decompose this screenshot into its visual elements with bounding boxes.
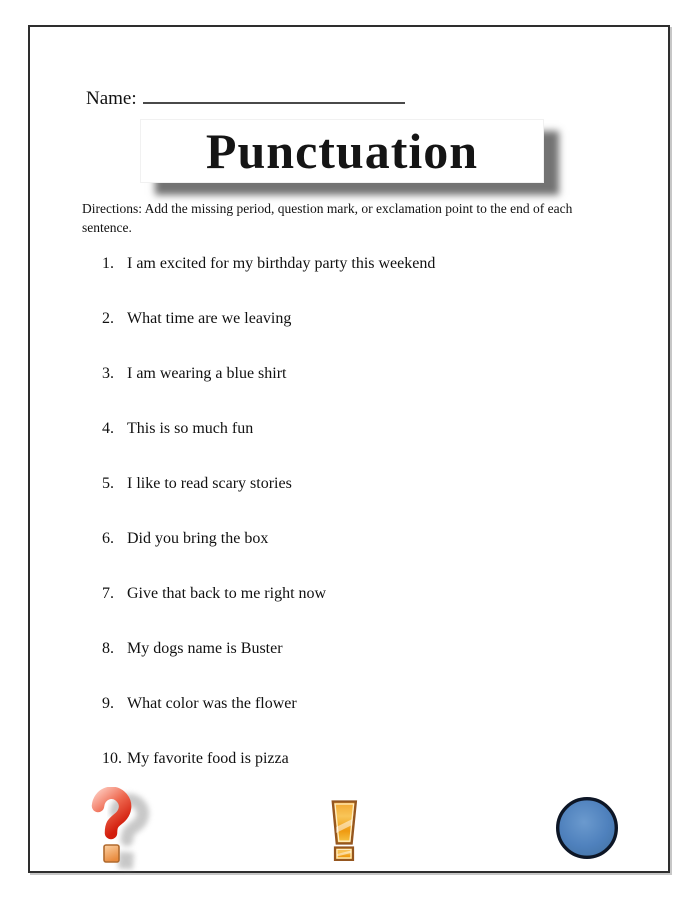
sentence-text: Did you bring the box (127, 530, 269, 547)
directions-text (82, 199, 642, 237)
directions-line-2: sentence. (82, 220, 132, 235)
sentence-row (102, 693, 622, 714)
sentence-number: 6. (102, 530, 114, 547)
directions-line-1: Directions: Add the missing period, question mark, or exclamation point to the end of each (82, 201, 573, 216)
sentence-text: My dogs name is Buster (127, 640, 283, 657)
sentence-number: 4. (102, 420, 114, 437)
name-row (86, 87, 405, 110)
sentence-row (102, 418, 622, 439)
sentence-row (102, 253, 622, 274)
sentence-text: Give that back to me right now (127, 585, 327, 602)
sentence-row (102, 638, 622, 659)
sentence-number: 9. (102, 695, 114, 712)
sentence-row (102, 748, 622, 769)
sentence-number: 10. (102, 750, 122, 767)
sentence-row (102, 583, 622, 604)
sentence-text: I like to read scary stories (127, 475, 292, 492)
sentence-text: What color was the flower (127, 695, 297, 712)
sentence-row (102, 363, 622, 384)
title-banner (140, 119, 544, 183)
sentence-number: 7. (102, 585, 114, 602)
sentence-text: This is so much fun (127, 420, 254, 437)
sentence-number: 1. (102, 255, 114, 272)
sentence-number: 2. (102, 310, 114, 327)
period-icon (555, 796, 619, 860)
sentence-text: I am wearing a blue shirt (127, 365, 287, 382)
sentence-text: What time are we leaving (127, 310, 292, 327)
page-title: Punctuation (205, 123, 479, 179)
sentence-row (102, 528, 622, 549)
sentence-list (102, 253, 622, 803)
sentence-row (102, 308, 622, 329)
question-mark-icon (85, 787, 185, 887)
sentence-text: I am excited for my birthday party this weekend (127, 255, 436, 272)
sentence-number: 5. (102, 475, 114, 492)
sentence-number: 8. (102, 640, 114, 657)
name-label: Name: (86, 88, 137, 109)
worksheet-page (28, 25, 670, 873)
sentence-text: My favorite food is pizza (127, 750, 289, 767)
exclamation-point-icon (331, 800, 358, 861)
sentence-row (102, 473, 622, 494)
name-input-line[interactable] (143, 87, 405, 104)
sentence-number: 3. (102, 365, 114, 382)
